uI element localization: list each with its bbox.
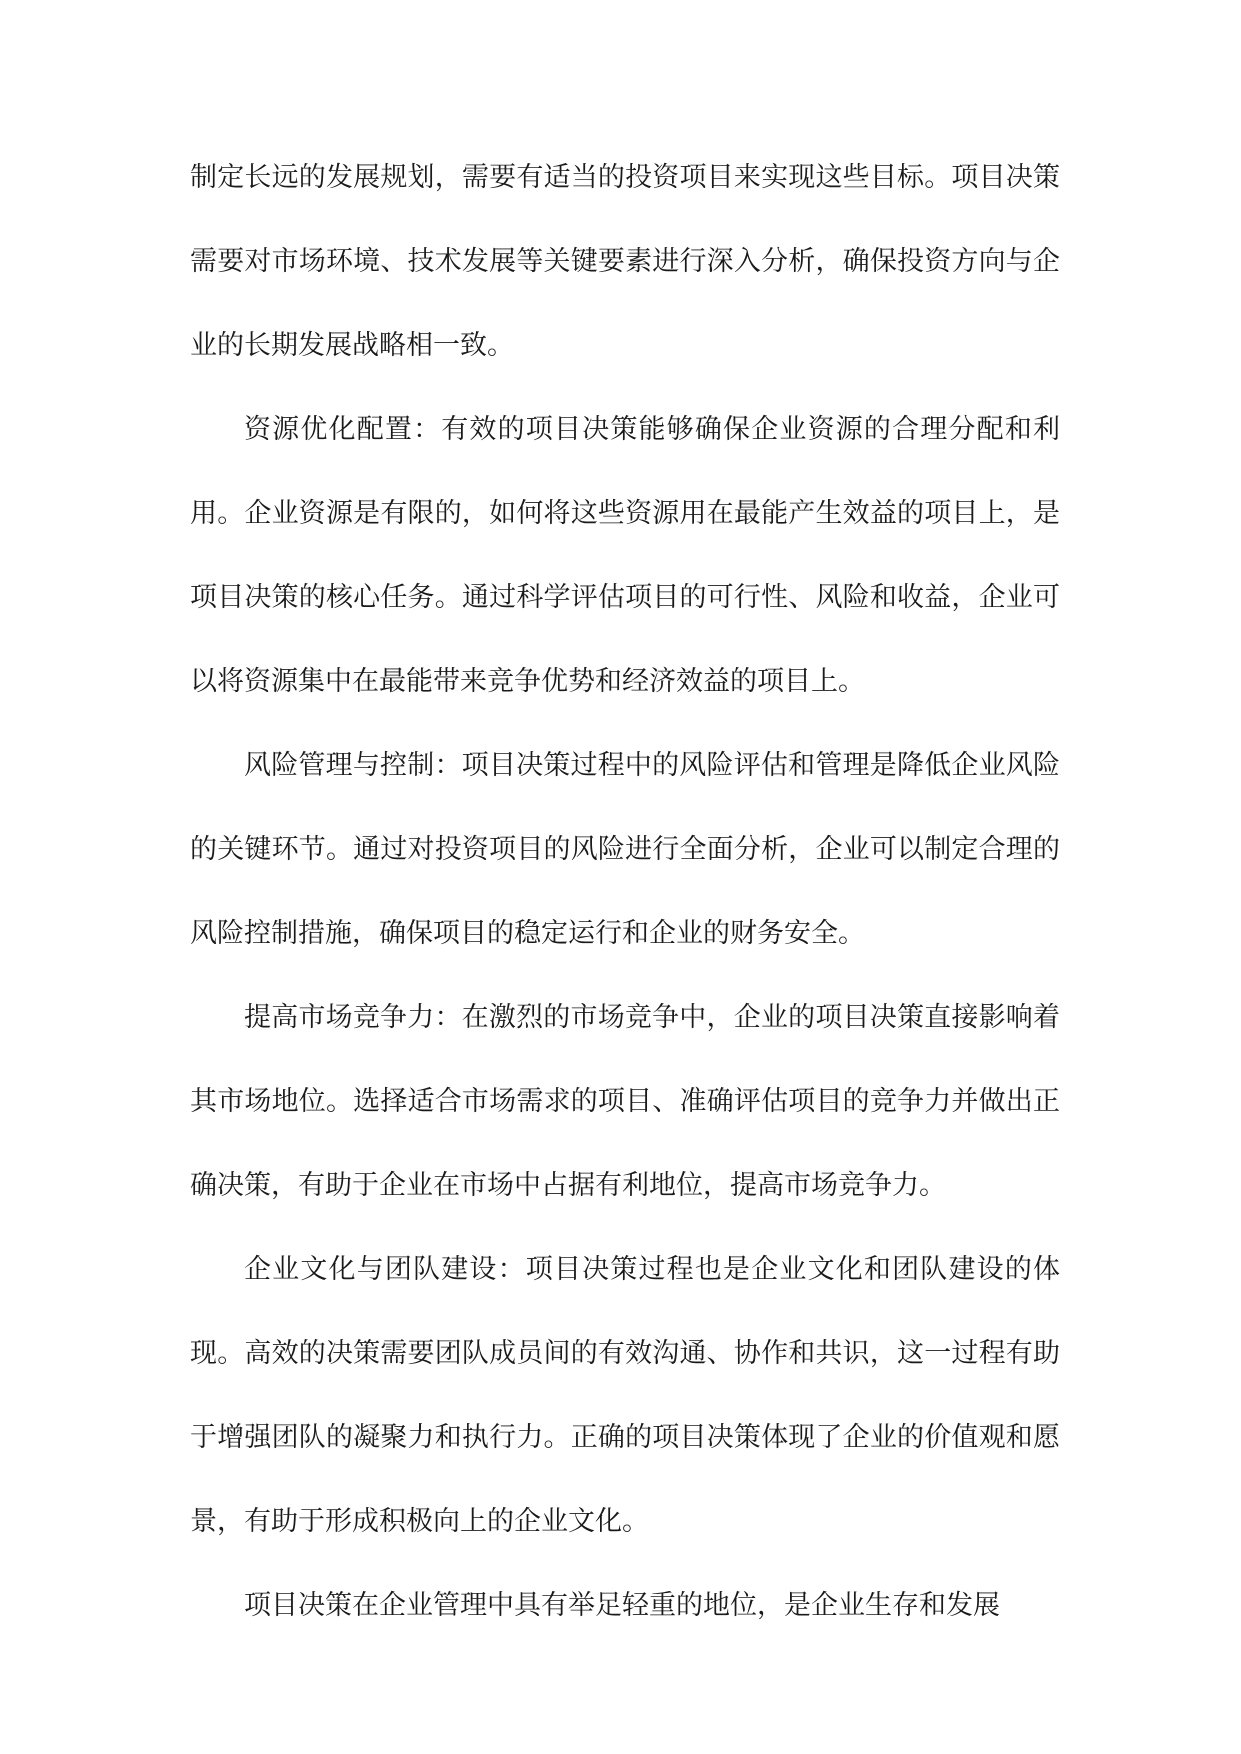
paragraph-continuation: 制定长远的发展规划，需要有适当的投资项目来实现这些目标。项目决策需要对市场环境、技术发展等关键要素进行深入分析，确保投资方向与企业的长期发展战略相一致。 [190, 162, 1060, 361]
paragraph-resource-allocation: 资源优化配置：有效的项目决策能够确保企业资源的合理分配和利用。企业资源是有限的，如何将这些资源用在最能产生效益的项目上，是项目决策的核心任务。通过科学评估项目的可行性、风险和收益，企业可以将资源集中在最能带来竞争优势和经济效益的项目上。 [190, 414, 1060, 697]
paragraph-culture-team-building: 企业文化与团队建设：项目决策过程也是企业文化和团队建设的体现。高效的决策需要团队成员间的有效沟通、协作和共识，这一过程有助于增强团队的凝聚力和执行力。正确的项目决策体现了企业的价值观和愿景，有助于形成积极向上的企业文化。 [190, 1254, 1060, 1537]
document-body [190, 136, 1060, 1648]
paragraph-conclusion: 项目决策在企业管理中具有举足轻重的地位，是企业生存和发展 [244, 1590, 1000, 1621]
paragraph-risk-management: 风险管理与控制：项目决策过程中的风险评估和管理是降低企业风险的关键环节。通过对投资项目的风险进行全面分析，企业可以制定合理的风险控制措施，确保项目的稳定运行和企业的财务安全。 [190, 750, 1060, 949]
paragraph-market-competitiveness: 提高市场竞争力：在激烈的市场竞争中，企业的项目决策直接影响着其市场地位。选择适合市场需求的项目、准确评估项目的竞争力并做出正确决策，有助于企业在市场中占据有利地位，提高市场竞争力。 [190, 1002, 1060, 1201]
